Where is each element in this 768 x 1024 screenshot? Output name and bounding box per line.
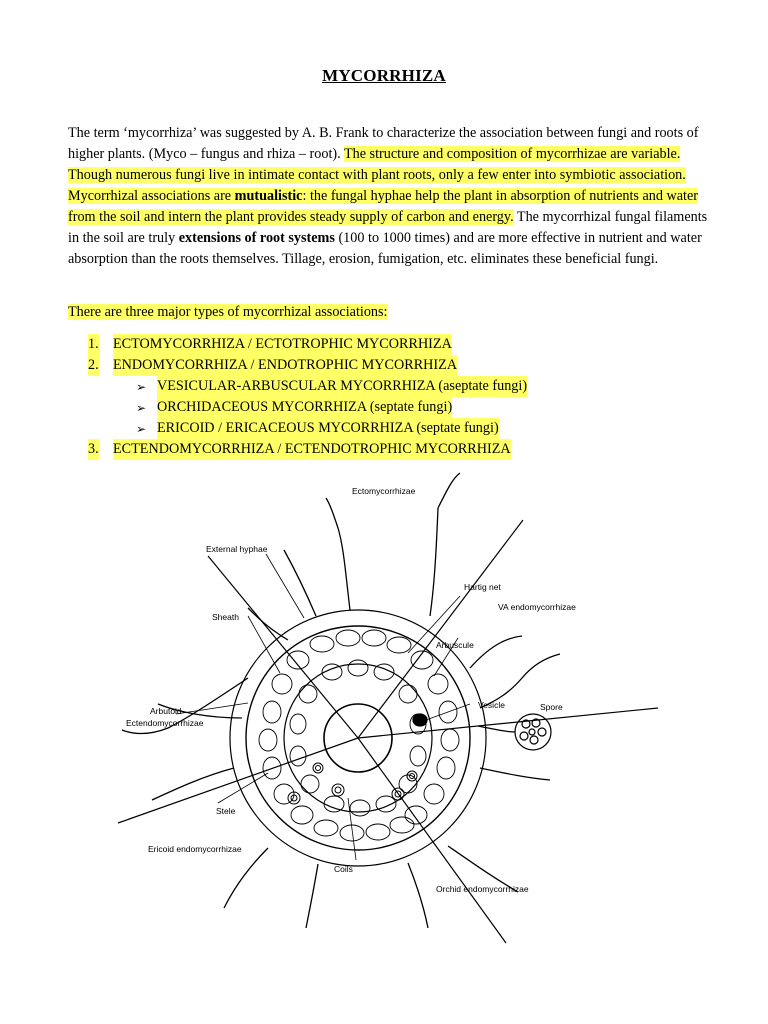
sublist-text: ERICOID / ERICACEOUS MYCORRHIZA (septate fungi) — [157, 418, 499, 439]
label-spore: Spore — [540, 702, 563, 712]
sublist-item — [68, 418, 708, 439]
label-coils: Coils — [334, 864, 353, 874]
list-item — [68, 355, 708, 376]
label-vesicle: Vesicle — [478, 700, 505, 710]
divider-line — [358, 708, 658, 738]
label-ectendomycorrhizae: Ectendomycorrhizae — [126, 718, 204, 728]
intro-paragraph — [68, 123, 708, 270]
label-stele: Stele — [216, 806, 236, 816]
types-list — [68, 334, 708, 460]
list-text: ECTOMYCORRHIZA / ECTOTROPHIC MYCORRHIZA — [113, 334, 452, 355]
page-title: MYCORRHIZA — [322, 66, 446, 85]
mycorrhiza-diagram — [108, 468, 660, 958]
highlight-text-1: The structure and composition of mycorrhizae are variable. Though numerous fungi live in intimate contact with plant roots, only a few enter into symbiotic association. Mycorrhizal associations are — [68, 146, 686, 204]
label-arbutoid: Arbutoid — [150, 706, 182, 716]
bold-extensions: extensions of root systems — [178, 230, 335, 246]
intro-text-2: The mycorrhizal fungal filaments in the soil are truly — [68, 209, 708, 246]
label-orchid-endomycorrhizae: Orchid endomycorrhizae — [436, 884, 529, 894]
sublist-text: ORCHIDACEOUS MYCORRHIZA (septate fungi) — [157, 397, 452, 418]
mycorrhiza-illustration — [108, 468, 660, 958]
list-text: ENDOMYCORRHIZA / ENDOTROPHIC MYCORRHIZA — [113, 355, 457, 376]
sublist-item — [68, 376, 708, 397]
types-intro-text: There are three major types of mycorrhizal associations: — [68, 304, 388, 320]
hyphal-coils — [288, 763, 417, 804]
highlight-text-2: : the fungal hyphae help the plant in absorption of nutrients and water from the soil and intern the plant provides steady supply of carbon and energy. — [68, 188, 699, 225]
list-item — [68, 439, 708, 460]
list-number: 2. — [88, 355, 99, 376]
list-number: 1. — [88, 334, 99, 355]
label-ectomycorrhizae: Ectomycorrhizae — [352, 486, 416, 496]
label-arbuscule: Arbuscule — [436, 640, 474, 650]
list-number: 3. — [88, 439, 99, 460]
list-text: ECTENDOMYCORRHIZA / ECTENDOTROPHIC MYCORRHIZA — [113, 439, 511, 460]
divider-line — [118, 738, 358, 823]
arrow-bullet-icon: ➢ — [136, 401, 147, 415]
cortex-cells — [259, 630, 459, 841]
arrow-bullet-icon: ➢ — [136, 422, 147, 436]
types-intro — [68, 302, 708, 323]
label-va-endomycorrhizae: VA endomycorrhizae — [498, 602, 576, 612]
label-hartig-net: Hartig net — [464, 582, 501, 592]
label-external-hyphae: External hyphae — [206, 544, 268, 554]
sublist-text: VESICULAR-ARBUSCULAR MYCORRHIZA (aseptate fungi) — [157, 376, 527, 397]
arrow-bullet-icon: ➢ — [136, 380, 147, 394]
diagram-drawing — [118, 473, 658, 943]
intro-text-1: The term ‘mycorrhiza’ was suggested by A. B. Frank to characterize the association between fungi and roots of higher plants. (Myco – fungus and rhiza – root). — [68, 125, 699, 162]
label-sheath: Sheath — [212, 612, 239, 622]
label-ericoid-endomycorrhizae: Ericoid endomycorrhizae — [148, 844, 242, 854]
vesicle-shape — [413, 714, 427, 726]
highlight-bold-mutualistic: mutualistic — [234, 188, 303, 204]
list-item — [68, 334, 708, 355]
sublist-item — [68, 397, 708, 418]
spore-shape — [515, 714, 551, 750]
intro-text-3: (100 to 1000 times) and are more effective in nutrient and water absorption than the roots themselves. Tillage, erosion, fumigation, etc. eliminates these beneficial fungi. — [68, 230, 702, 267]
